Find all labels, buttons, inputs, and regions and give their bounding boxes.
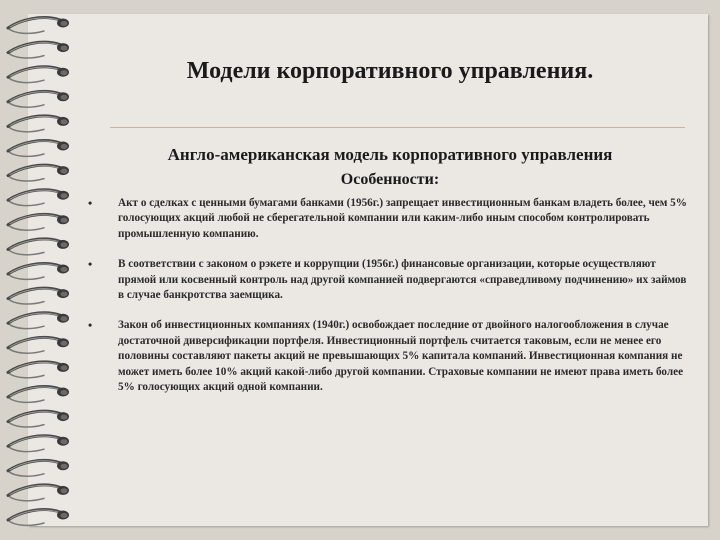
bullet-text: Акт о сделках с ценными бумагами банками (1956г.) запрещает инвестиционным банкам владеть более, чем 5% голосующих акций любой не сберегательной компании или каким-либо иным способом контролировать промышленную компанию.	[118, 197, 687, 240]
spiral-ring-icon	[8, 337, 69, 353]
spiral-ring-icon	[8, 67, 69, 83]
spiral-ring-icon	[8, 485, 69, 501]
spiral-binding-icon	[0, 10, 80, 530]
spiral-ring-icon	[8, 460, 69, 476]
bullet-item	[88, 196, 693, 242]
bullet-icon: •	[88, 196, 93, 210]
spiral-ring-icon	[8, 436, 69, 452]
spiral-ring-icon	[8, 18, 69, 34]
bullet-text: В соответствии с законом о рэкете и коррупции (1956г.) финансовые организации, которые осуществляют прямой или косвенный контроль над другой компанией подвергаются «справедливому подчинению» их займов в случае банкротства заемщика.	[118, 258, 687, 302]
bullet-item	[88, 318, 693, 395]
spiral-ring-icon	[8, 387, 69, 403]
spiral-ring-icon	[8, 214, 69, 230]
spiral-ring-icon	[8, 362, 69, 378]
spiral-ring-icon	[8, 165, 69, 181]
spiral-ring-icon	[8, 288, 69, 304]
spiral-ring-icon	[8, 264, 69, 280]
spiral-ring-icon	[8, 141, 69, 157]
bullet-icon: •	[88, 257, 93, 272]
slide-subtitle: Англо-американская модель корпоративного управления	[167, 145, 613, 164]
spiral-ring-icon	[8, 116, 69, 132]
spiral-ring-icon	[8, 313, 69, 329]
spiral-ring-icon	[8, 91, 69, 107]
spiral-ring-icon	[8, 510, 69, 526]
slide-title: Модели корпоративного управления.	[186, 58, 594, 84]
bullet-icon: •	[88, 318, 93, 333]
bullet-text: Закон об инвестиционных компаниях (1940г.) освобождает последние от двойного налогообложения в случае достаточной диверсификации портфеля. Инвестиционный портфель считается таковым, если не менее его половины составляют пакеты акций не превышающих 5% капитала компаний. Инвестиционная компания не может иметь более 10% акций какой-либо другой компании. Страховые компании не имеют права иметь более 5% голосующих акций одной компании.	[118, 319, 684, 394]
spiral-ring-icon	[8, 42, 69, 58]
section-heading: Особенности:	[340, 171, 440, 188]
bullet-list	[88, 196, 693, 410]
spiral-ring-icon	[8, 190, 69, 206]
bullet-item	[88, 257, 693, 303]
spiral-ring-icon	[8, 411, 69, 427]
spiral-ring-icon	[8, 239, 69, 255]
title-divider	[110, 127, 685, 128]
